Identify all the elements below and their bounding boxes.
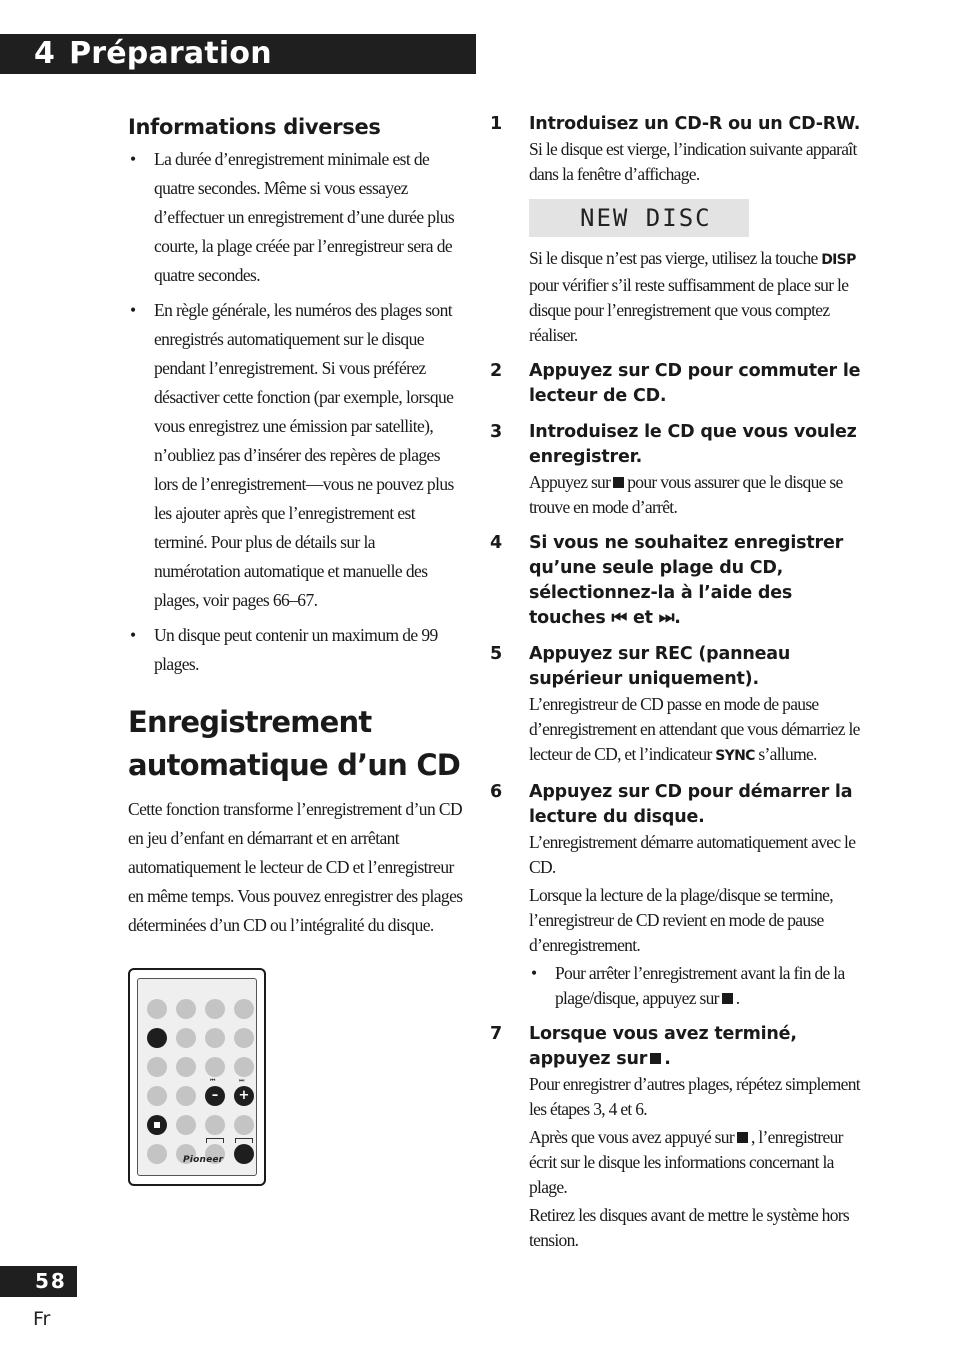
step-title: [529, 531, 870, 631]
step-text: Pour enregistrer d’autres plages, répétez simplement les étapes 3, 4 et 6.: [529, 1074, 860, 1119]
chapter-title: Préparation: [69, 36, 272, 71]
text-run: Lorsque vous avez terminé, appuyez sur: [529, 1024, 797, 1069]
bullet-item: • La durée d’enregistrement minimale est de quatre secondes. Même si vous essayez d’effectuer un enregistrement d’une durée plus courte, la plage créée par l’enregistreur sera de quatre secondes.: [128, 145, 464, 290]
right-column: [490, 112, 870, 1264]
page-number: 58: [0, 1266, 77, 1297]
section-title-line: Enregistrement: [128, 705, 372, 739]
step-title: Introduisez un CD-R ou un CD-RW.: [529, 114, 861, 134]
step-number: 7: [490, 1024, 503, 1044]
remote-button: [176, 1057, 196, 1077]
step-text: [529, 692, 870, 769]
remote-button: [147, 1086, 167, 1106]
prev-track-icon: ⏮: [611, 608, 628, 628]
display-readout: NEW DISC: [529, 199, 749, 237]
step-number: 6: [490, 782, 503, 802]
step-3: [490, 420, 870, 520]
step-number: 4: [490, 533, 503, 553]
remote-face: [137, 978, 257, 1176]
step-bullet: [529, 961, 870, 1011]
remote-button: [147, 1144, 167, 1164]
key-label: DISP: [821, 252, 856, 268]
remote-highlight-button: [234, 1144, 254, 1164]
remote-button: [176, 1028, 196, 1048]
stop-icon: [722, 993, 733, 1004]
step-text: Si le disque est vierge, l’indication suivante apparaît dans la fenêtre d’affichage.: [529, 139, 857, 184]
next-track-icon: ⏭: [239, 1077, 245, 1084]
text-run: s’allume.: [758, 744, 817, 764]
step-text: [529, 1125, 870, 1200]
remote-button: [234, 1115, 254, 1135]
misc-bullet-list: [128, 145, 464, 679]
section-intro: Cette fonction transforme l’enregistrement d’un CD en jeu d’enfant en démarrant et en arrêtant automatiquement le lecteur de CD et l’enregistreur en même temps. Vous pouvez enregistrer des plages déterminées d’un CD ou l’intégralité du disque.: [128, 799, 463, 935]
remote-control-illustration: [128, 968, 266, 1186]
bracket-mark-icon: [206, 1138, 224, 1143]
text-run: Si vous ne souhaitez enregistrer qu’une seule plage du CD, sélectionnez-la à l’aide des touches: [529, 533, 844, 628]
remote-stop-button: [147, 1115, 167, 1135]
minus-icon: –: [211, 1088, 219, 1103]
step-7: [490, 1022, 870, 1253]
step-title: Appuyez sur REC (panneau supérieur uniquement).: [529, 644, 791, 689]
text-run: .: [674, 608, 681, 628]
text-run: .: [735, 988, 740, 1008]
bracket-mark-icon: [235, 1138, 253, 1143]
step-number: 2: [490, 361, 503, 381]
step-5: [490, 642, 870, 769]
text-run: Si le disque n’est pas vierge, utilisez la touche: [529, 248, 818, 268]
remote-button: [234, 1057, 254, 1077]
text-run: , l’enregistreur écrit sur le disque les informations concernant la plage.: [529, 1127, 843, 1197]
stop-icon: [613, 477, 624, 488]
step-2: [490, 359, 870, 409]
step-number: 3: [490, 422, 503, 442]
text-run: pour vérifier s’il reste suffisamment de place sur le disque pour l’enregistrement que vous comptez réaliser.: [529, 275, 849, 345]
remote-next-button: [234, 1077, 254, 1106]
remote-button: [234, 1028, 254, 1048]
misc-heading: Informations diverses: [128, 115, 381, 139]
step-1: [490, 112, 870, 348]
remote-button: [205, 1028, 225, 1048]
step-number: 1: [490, 114, 503, 134]
text-run: Après que vous avez appuyé sur: [529, 1127, 734, 1147]
step-4: [490, 531, 870, 631]
step-title: Introduisez le CD que vous voulez enregistrer.: [529, 422, 857, 467]
stop-icon: [737, 1132, 748, 1143]
remote-button: [176, 999, 196, 1019]
remote-button: [176, 1086, 196, 1106]
step-title: [529, 1022, 870, 1072]
text-run: Pour arrêter l’enregistrement avant la fin de la plage/disque, appuyez sur: [555, 963, 845, 1008]
remote-button: [205, 1057, 225, 1077]
text-run: pour vous assurer que le disque se trouve en mode d’arrêt.: [529, 472, 843, 517]
bullet-item: • Un disque peut contenir un maximum de 99 plages.: [128, 621, 464, 679]
step-number: 5: [490, 644, 503, 664]
stop-icon: [154, 1122, 160, 1128]
step-text: [529, 246, 870, 348]
step-title: Appuyez sur CD pour commuter le lecteur de CD.: [529, 361, 861, 406]
remote-button: [176, 1115, 196, 1135]
remote-button: [147, 1057, 167, 1077]
text-run: et: [632, 608, 653, 628]
bullet-item: • En règle générale, les numéros des plages sont enregistrés automatiquement sur le disque pendant l’enregistrement. Si vous préférez désactiver cette fonction (par exemple, lorsque vous enregistrez une émission par satellite), n’oubliez pas d’insérer des repères de plages lors de l’enregistrement—vous ne pouvez plus les ajouter après que l’enregistrement est terminé. Pour plus de détails sur la numérotation automatique et manuelle des plages, voir pages 66–67.: [128, 296, 464, 615]
step-text: Retirez les disques avant de mettre le système hors tension.: [529, 1205, 850, 1250]
section-title-line: automatique d’un CD: [128, 748, 461, 782]
prev-track-icon: ⏮: [210, 1077, 216, 1084]
language-label: Fr: [33, 1308, 51, 1330]
chapter-number: 4: [34, 36, 56, 71]
step-title: Appuyez sur CD pour démarrer la lecture du disque.: [529, 782, 853, 827]
remote-button: [205, 999, 225, 1019]
step-text: [529, 470, 870, 520]
text-run: Appuyez sur: [529, 472, 611, 492]
text-run: .: [664, 1049, 671, 1069]
section-title: [128, 701, 464, 787]
step-text: L’enregistrement démarre automatiquement avec le CD.: [529, 832, 856, 877]
remote-button: [205, 1115, 225, 1135]
remote-prev-button: [205, 1077, 225, 1106]
remote-button: [234, 999, 254, 1019]
remote-button: [147, 999, 167, 1019]
text-run: L’enregistreur de CD passe en mode de pause d’enregistrement en attendant que vous démarriez le lecteur de CD, et l’indicateur: [529, 694, 860, 764]
stop-icon: [650, 1053, 661, 1064]
key-label: SYNC: [715, 748, 755, 764]
pioneer-logo: Pioneer: [183, 1155, 224, 1165]
remote-highlight-button: [147, 1028, 167, 1048]
plus-icon: +: [238, 1088, 250, 1103]
step-6: [490, 780, 870, 1011]
remote-button-grid: [147, 999, 254, 1164]
step-text: Lorsque la lecture de la plage/disque se termine, l’enregistreur de CD revient en mode de pause d’enregistrement.: [529, 885, 833, 955]
chapter-banner: [0, 34, 476, 74]
next-track-icon: ⏭: [658, 608, 675, 628]
left-column: [128, 112, 464, 1186]
